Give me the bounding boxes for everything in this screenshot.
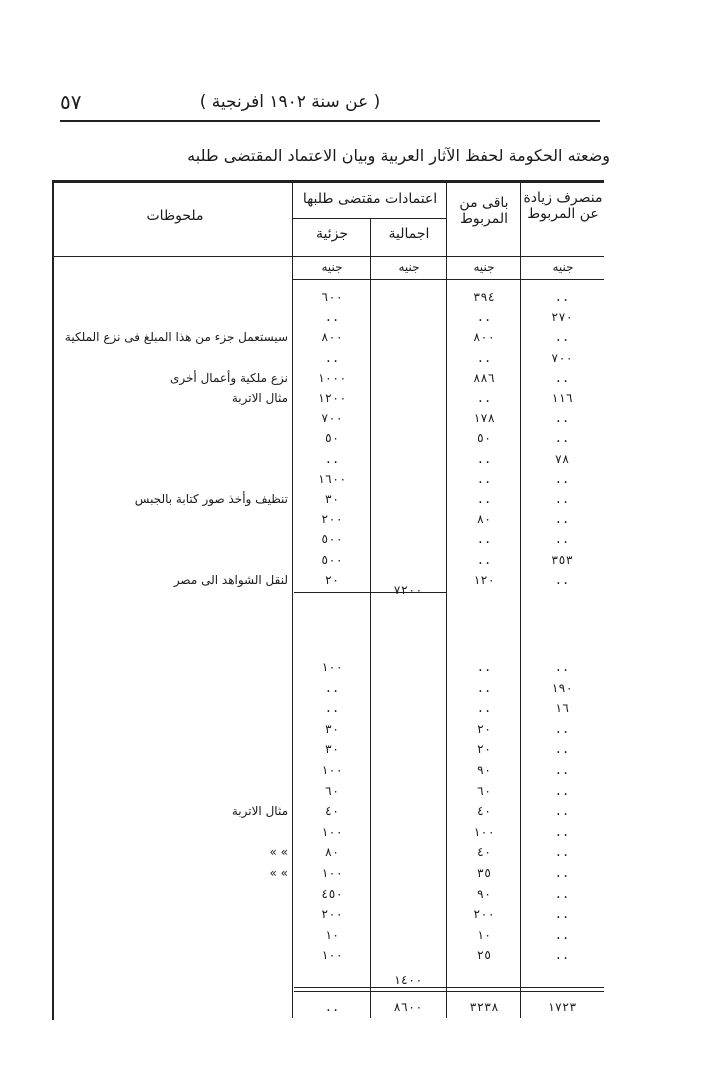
table-title: وضعته الحكومة لحفظ الآثار العربية وبيان الاعتماد المقتضى طلبه — [187, 146, 610, 165]
cell-spent: ٧٨ — [554, 451, 570, 466]
cell-spent: ١١٦ — [551, 391, 573, 405]
header-rule — [60, 120, 600, 122]
unit-spent: جنيه — [552, 260, 574, 274]
subtotal-1: ٧٢٠٠ — [393, 583, 423, 597]
cell-partial: ١٢٠٠ — [317, 391, 347, 405]
cell-partial: ١٠٠ — [321, 866, 343, 880]
cell-spent: ١٩٠ — [551, 680, 573, 695]
cell-spent: .. — [554, 512, 570, 527]
unit-bottom-rule — [292, 279, 604, 280]
cell-remaining: ٣٥ — [476, 866, 492, 880]
col-divider-remaining — [446, 183, 447, 1018]
cell-partial: .. — [324, 310, 340, 325]
cell-partial: ١٠٠ — [321, 660, 343, 674]
cell-spent: ١٦ — [554, 701, 570, 716]
cell-remaining: .. — [476, 471, 492, 486]
cell-remaining: .. — [476, 350, 492, 365]
cell-partial: ١٠٠ — [321, 824, 343, 839]
cell-partial: ٢٠٠ — [321, 512, 343, 527]
cell-remaining: .. — [476, 680, 492, 695]
cell-remaining: ٢٠ — [476, 742, 492, 757]
cell-partial: ٨٠ — [324, 845, 340, 860]
cell-note: مثال الاتربة — [231, 804, 288, 819]
cell-spent: .. — [554, 290, 570, 304]
cell-spent: .. — [554, 431, 570, 446]
cell-remaining: ٩٠ — [476, 763, 492, 777]
cell-spent: .. — [554, 532, 570, 547]
cell-partial: ٦٠ — [324, 783, 340, 798]
cell-spent: .. — [554, 742, 570, 757]
total-remaining: ٣٢٣٨ — [469, 1000, 499, 1014]
cell-partial: ١٠ — [324, 927, 340, 942]
cell-remaining: ٥٠ — [476, 431, 492, 446]
cell-partial: ١٠٠٠ — [317, 370, 347, 385]
cell-remaining: .. — [476, 451, 492, 466]
cell-partial: ١٦٠٠ — [317, 471, 347, 486]
cell-remaining: ١٢٠ — [473, 572, 495, 587]
cell-remaining: .. — [476, 701, 492, 716]
cell-spent: .. — [554, 804, 570, 819]
unit-partial: جنيه — [321, 260, 343, 274]
cell-note: لنقل الشواهد الى مصر — [173, 572, 288, 587]
cell-partial: .. — [324, 451, 340, 466]
page-number: ٥٧ — [60, 90, 82, 114]
cell-partial: ٥٠٠ — [321, 552, 343, 567]
table-left-rule — [52, 180, 54, 1020]
cell-remaining: ٤٠ — [476, 804, 492, 819]
cell-partial: ٢٠ — [324, 572, 340, 587]
cell-partial: ٢٠٠ — [321, 907, 343, 922]
cell-spent: .. — [554, 411, 570, 426]
cell-spent: .. — [554, 660, 570, 674]
header-partial: جزئية — [315, 226, 348, 242]
cell-partial: .. — [324, 680, 340, 695]
cell-partial: ٦٠٠ — [321, 290, 343, 304]
cell-remaining: .. — [476, 492, 492, 506]
cell-remaining: ٨٠٠ — [473, 330, 495, 345]
cell-note: تنظيف وأخذ صور كتابة بالجبس — [134, 492, 288, 506]
cell-spent: ٧٠٠ — [551, 350, 573, 365]
cell-spent: .. — [554, 783, 570, 798]
unit-total: جنيه — [398, 260, 420, 274]
cell-note: » » — [269, 866, 288, 880]
cell-remaining: ٨٨٦ — [473, 370, 495, 385]
cell-partial: ٤٥٠ — [321, 886, 343, 901]
cell-remaining: .. — [476, 310, 492, 325]
cell-partial: ٥٠٠ — [321, 532, 343, 547]
cell-remaining: ٦٠ — [476, 783, 492, 798]
header-notes: ملحوظات — [146, 208, 204, 224]
col-divider-spent — [520, 183, 521, 1018]
cell-spent: .. — [554, 907, 570, 922]
header-total: اجمالية — [388, 226, 430, 242]
header-credits-group: اعتمادات مقتضى طلبها — [302, 191, 438, 207]
cell-partial: ٣٠ — [324, 492, 340, 506]
cell-spent: ٣٥٣ — [551, 552, 573, 567]
cell-spent: .. — [554, 471, 570, 486]
cell-remaining: ١٧٨ — [473, 411, 495, 426]
total-total: ٨٦٠٠ — [393, 1000, 423, 1014]
cell-note: مثال الاتربة — [231, 391, 288, 405]
cell-spent: .. — [554, 572, 570, 587]
totals-rule-2 — [294, 991, 604, 992]
cell-spent: .. — [554, 927, 570, 942]
cell-spent: .. — [554, 492, 570, 506]
cell-remaining: .. — [476, 391, 492, 405]
cell-spent: .. — [554, 845, 570, 860]
col-divider-notes — [292, 183, 293, 1018]
table-top-rule — [52, 180, 604, 183]
cell-remaining: ١٠ — [476, 927, 492, 942]
cell-spent: .. — [554, 330, 570, 345]
header-spent: منصرف زيادة عن المربوط — [523, 190, 603, 223]
total-partial: .. — [324, 1000, 340, 1014]
cell-remaining: ٣٩٤ — [473, 290, 495, 304]
header-remaining: باقى من المربوط — [459, 195, 509, 228]
cell-remaining: ٢٥ — [476, 948, 492, 963]
subtotal-2: ١٤٠٠ — [393, 973, 423, 987]
cell-spent: .. — [554, 721, 570, 736]
cell-remaining: .. — [476, 532, 492, 547]
cell-partial: ٤٠ — [324, 804, 340, 819]
cell-remaining: .. — [476, 552, 492, 567]
totals-rule — [294, 987, 604, 988]
cell-partial: ٥٠ — [324, 431, 340, 446]
cell-partial: ١٠٠ — [321, 763, 343, 777]
cell-spent: .. — [554, 948, 570, 963]
cell-partial: .. — [324, 701, 340, 716]
cell-spent: .. — [554, 886, 570, 901]
cell-partial: ٣٠ — [324, 742, 340, 757]
unit-remaining: جنيه — [473, 260, 495, 274]
cell-note: سيستعمل جزء من هذا المبلغ فى نزع الملكية — [64, 330, 288, 345]
cell-spent: ٢٧٠ — [551, 310, 573, 325]
cell-spent: .. — [554, 824, 570, 839]
cell-spent: .. — [554, 370, 570, 385]
total-spent: ١٧٢٣ — [547, 1000, 577, 1014]
cell-partial: ٣٠ — [324, 721, 340, 736]
cell-remaining: ٢٠٠ — [473, 907, 495, 922]
cell-remaining: ١٠٠ — [473, 824, 495, 839]
cell-remaining: ٩٠ — [476, 886, 492, 901]
cell-remaining: ٢٠ — [476, 721, 492, 736]
credits-group-rule — [292, 218, 446, 219]
running-header: ( عن سنة ١٩٠٢ افرنجية ) — [199, 92, 381, 112]
cell-remaining: ٤٠ — [476, 845, 492, 860]
cell-partial: ١٠٠ — [321, 948, 343, 963]
cell-spent: .. — [554, 866, 570, 880]
cell-note: نزع ملكية وأعمال أخرى — [169, 370, 288, 385]
cell-partial: ٨٠٠ — [321, 330, 343, 345]
cell-remaining: ٨٠ — [476, 512, 492, 527]
cell-partial: ٧٠٠ — [321, 411, 343, 426]
col-divider-total — [370, 218, 371, 1018]
cell-note: » » — [269, 845, 288, 860]
cell-partial: .. — [324, 350, 340, 365]
cell-spent: .. — [554, 763, 570, 777]
cell-remaining: .. — [476, 660, 492, 674]
header-bottom-rule — [52, 256, 604, 257]
